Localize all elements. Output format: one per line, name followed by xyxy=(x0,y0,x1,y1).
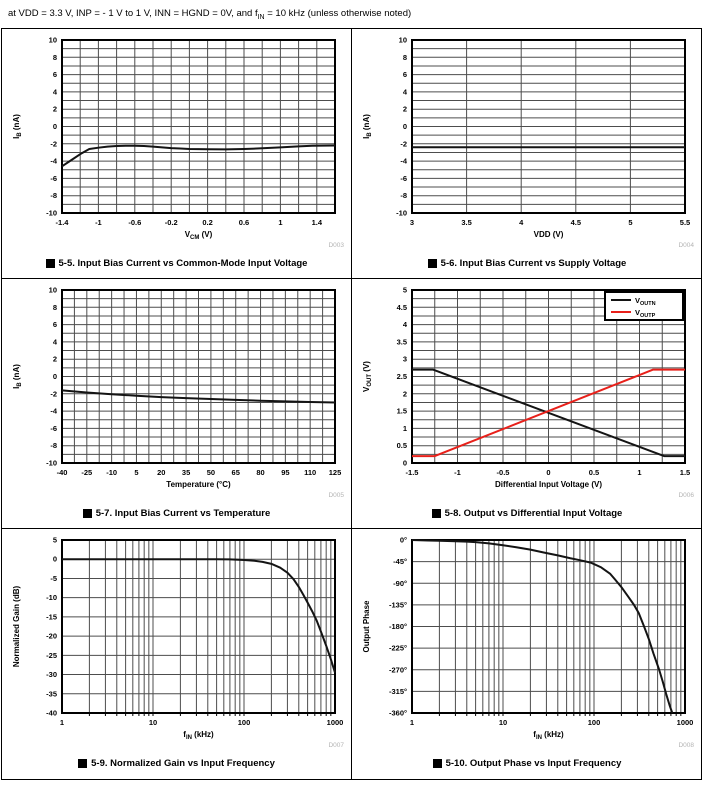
svg-text:IB (nA): $I_B$ (nA) xyxy=(11,363,23,389)
svg-text:-10: -10 xyxy=(45,458,57,468)
svg-text:VDD (V): VDD (V) xyxy=(533,229,564,239)
svg-text:20: 20 xyxy=(156,467,165,477)
svg-text:5: 5 xyxy=(402,285,407,295)
svg-text:10: 10 xyxy=(148,717,157,727)
svg-text:100: 100 xyxy=(237,717,250,727)
svg-text:-10: -10 xyxy=(45,593,57,603)
svg-text:-4: -4 xyxy=(49,406,57,416)
svg-text:0: 0 xyxy=(52,554,57,564)
svg-text:1: 1 xyxy=(59,717,64,727)
svg-text:10: 10 xyxy=(48,35,57,45)
chart-input-bias-vs-common-mode-voltage xyxy=(6,33,348,251)
svg-text:8: 8 xyxy=(52,52,57,62)
svg-text:-8: -8 xyxy=(49,441,57,451)
svg-text:5: 5 xyxy=(628,217,633,227)
svg-text:4: 4 xyxy=(52,337,57,347)
svg-text:-20: -20 xyxy=(45,631,57,641)
figure-caption-text: 5-10. Output Phase vs Input Frequency xyxy=(445,757,622,769)
svg-text:4.5: 4.5 xyxy=(396,302,407,312)
figure-caption-5-10 xyxy=(433,758,622,769)
figure-prefix-glyph xyxy=(78,759,87,768)
svg-text:-0.2: -0.2 xyxy=(164,217,178,227)
svg-text:100: 100 xyxy=(587,717,601,727)
svg-text:-4: -4 xyxy=(49,156,57,166)
svg-text:-360°: -360° xyxy=(388,708,407,718)
svg-text:-1: -1 xyxy=(94,217,102,227)
svg-text:fIN (kHz): $f_{IN}$ (kHz) xyxy=(182,729,214,741)
svg-text:-5: -5 xyxy=(49,573,57,583)
svg-text:-10: -10 xyxy=(396,208,407,218)
figure-caption-5-7 xyxy=(83,508,271,519)
svg-text:D003: D003 xyxy=(327,241,344,249)
svg-text:5: 5 xyxy=(133,467,139,477)
svg-text:6: 6 xyxy=(52,69,57,79)
svg-text:10: 10 xyxy=(48,285,57,295)
svg-text:4.5: 4.5 xyxy=(570,217,582,227)
svg-text:-8: -8 xyxy=(400,191,407,201)
svg-text:3.5: 3.5 xyxy=(396,337,407,347)
svg-text:8: 8 xyxy=(402,52,407,62)
svg-text:1: 1 xyxy=(637,467,642,477)
svg-text:-15: -15 xyxy=(45,612,57,622)
svg-text:D006: D006 xyxy=(678,491,694,499)
svg-text:2: 2 xyxy=(52,104,57,114)
svg-text:-2: -2 xyxy=(49,139,57,149)
svg-text:0°: 0° xyxy=(399,535,407,545)
svg-text:-40: -40 xyxy=(45,708,57,718)
svg-text:6: 6 xyxy=(52,319,57,329)
svg-text:-8: -8 xyxy=(49,191,57,201)
svg-text:IB (nA): $I_B$ (nA) xyxy=(362,113,373,139)
svg-text:0: 0 xyxy=(546,467,551,477)
svg-text:D007: D007 xyxy=(327,741,344,749)
svg-text:-10: -10 xyxy=(45,208,57,218)
svg-text:Differential Input Voltage (V): Differential Input Voltage (V) xyxy=(495,479,602,489)
svg-text:0.6: 0.6 xyxy=(238,217,249,227)
svg-text:-25: -25 xyxy=(45,650,57,660)
conditions-post: = 10 kHz (unless otherwise noted) xyxy=(264,8,412,19)
svg-text:1: 1 xyxy=(409,717,415,727)
chart-output-phase-vs-input-frequency xyxy=(356,533,698,751)
conditions-pre: at VDD = 3.3 V, INP = - 1 V to 1 V, INN = HGND = 0V, and f xyxy=(8,8,258,19)
svg-text:VOUTP: $V_{OUTP}$ xyxy=(635,307,656,319)
svg-text:Temperature (°C): Temperature (°C) xyxy=(165,479,231,489)
svg-text:1000: 1000 xyxy=(326,717,343,727)
svg-text:-6: -6 xyxy=(400,173,407,183)
svg-text:2.5: 2.5 xyxy=(396,371,407,381)
svg-text:6: 6 xyxy=(402,69,407,79)
svg-text:1.5: 1.5 xyxy=(679,467,691,477)
svg-text:-0.6: -0.6 xyxy=(127,217,141,227)
svg-text:-45°: -45° xyxy=(393,557,407,567)
svg-text:8: 8 xyxy=(52,302,57,312)
svg-text:fIN (kHz): $f_{IN}$ (kHz) xyxy=(533,729,564,741)
figure-cell-5-10 xyxy=(352,529,702,779)
svg-text:1.5: 1.5 xyxy=(396,406,407,416)
svg-text:95: 95 xyxy=(280,467,290,477)
svg-text:2: 2 xyxy=(402,104,407,114)
svg-text:1000: 1000 xyxy=(676,717,694,727)
svg-text:-25: -25 xyxy=(80,467,92,477)
svg-text:VCM (V): $V_{CM}$ (V) xyxy=(184,229,212,241)
svg-text:4: 4 xyxy=(402,87,407,97)
svg-text:IB (nA): $I_B$ (nA) xyxy=(11,113,23,139)
svg-text:-10: -10 xyxy=(105,467,117,477)
svg-text:Normalized Gain (dB): Normalized Gain (dB) xyxy=(11,585,21,668)
svg-text:4: 4 xyxy=(402,319,407,329)
svg-text:-2: -2 xyxy=(400,139,407,149)
svg-text:-4: -4 xyxy=(400,156,407,166)
figure-prefix-glyph xyxy=(83,509,92,518)
figure-prefix-glyph xyxy=(46,259,55,268)
figure-caption-5-9 xyxy=(78,758,275,769)
svg-text:110: 110 xyxy=(303,467,316,477)
figure-caption-5-6 xyxy=(428,258,627,269)
svg-text:-225°: -225° xyxy=(388,643,407,653)
figure-caption-text: 5-7. Input Bias Current vs Temperature xyxy=(95,507,271,519)
svg-text:3: 3 xyxy=(402,354,407,364)
svg-text:5.5: 5.5 xyxy=(679,217,691,227)
svg-text:65: 65 xyxy=(231,467,240,477)
svg-text:0: 0 xyxy=(402,121,407,131)
svg-text:1: 1 xyxy=(277,217,282,227)
svg-text:2: 2 xyxy=(402,389,407,399)
test-conditions-text xyxy=(0,0,703,28)
svg-text:D004: D004 xyxy=(678,241,694,249)
conditions-sub: IN xyxy=(257,13,265,21)
figure-grid xyxy=(1,28,702,780)
svg-text:5: 5 xyxy=(52,535,57,545)
svg-text:-35: -35 xyxy=(45,689,57,699)
svg-text:VOUT (V): $V_{OUT}$ (V) xyxy=(362,360,373,392)
svg-text:50: 50 xyxy=(206,467,215,477)
figure-prefix-glyph xyxy=(433,759,442,768)
svg-text:1: 1 xyxy=(402,423,407,433)
svg-text:125: 125 xyxy=(328,467,341,477)
svg-text:2: 2 xyxy=(52,354,57,364)
chart-normalized-gain-vs-input-frequency xyxy=(6,533,348,751)
figure-cell-5-9 xyxy=(2,529,352,779)
chart-input-bias-vs-temperature xyxy=(6,283,348,501)
svg-text:0.5: 0.5 xyxy=(588,467,600,477)
svg-text:80: 80 xyxy=(255,467,265,477)
svg-text:3.5: 3.5 xyxy=(461,217,472,227)
figure-cell-5-5 xyxy=(2,29,352,279)
figure-caption-text: 5-9. Normalized Gain vs Input Frequency xyxy=(91,757,275,769)
figure-caption-5-8 xyxy=(432,508,623,519)
svg-text:-180°: -180° xyxy=(388,621,407,631)
svg-text:-315°: -315° xyxy=(388,686,407,696)
figure-caption-text: 5-6. Input Bias Current vs Supply Voltage xyxy=(440,257,627,269)
svg-text:Output Phase: Output Phase xyxy=(362,600,371,653)
svg-text:0: 0 xyxy=(402,458,407,468)
svg-text:-135°: -135° xyxy=(388,600,407,610)
svg-text:-2: -2 xyxy=(49,389,57,399)
svg-text:4: 4 xyxy=(519,217,524,227)
svg-text:-270°: -270° xyxy=(388,665,407,675)
figure-caption-text: 5-5. Input Bias Current vs Common-Mode Input Voltage xyxy=(58,257,308,269)
chart-input-bias-vs-supply-voltage xyxy=(356,33,698,251)
svg-text:10: 10 xyxy=(498,717,508,727)
svg-text:-1.4: -1.4 xyxy=(55,217,68,227)
figure-prefix-glyph xyxy=(432,509,441,518)
svg-text:-90°: -90° xyxy=(393,578,407,588)
svg-text:0: 0 xyxy=(52,371,57,381)
svg-text:-40: -40 xyxy=(56,467,67,477)
figure-cell-5-6 xyxy=(352,29,702,279)
svg-text:VOUTN: $V_{OUTN}$ xyxy=(635,295,656,307)
svg-text:0: 0 xyxy=(52,121,57,131)
svg-text:4: 4 xyxy=(52,87,57,97)
figure-caption-5-5 xyxy=(46,258,308,269)
svg-text:35: 35 xyxy=(181,467,190,477)
chart-output-vs-differential-input-voltage xyxy=(356,283,698,501)
svg-text:1.4: 1.4 xyxy=(311,217,322,227)
svg-text:0.2: 0.2 xyxy=(201,217,213,227)
figure-caption-text: 5-8. Output vs Differential Input Voltage xyxy=(444,507,623,519)
svg-text:-1: -1 xyxy=(454,467,461,477)
svg-text:-6: -6 xyxy=(49,173,57,183)
svg-text:D005: D005 xyxy=(327,491,344,499)
svg-text:10: 10 xyxy=(398,35,407,45)
svg-text:-0.5: -0.5 xyxy=(496,467,510,477)
figure-prefix-glyph xyxy=(428,259,437,268)
svg-text:D008: D008 xyxy=(678,741,694,749)
svg-text:-30: -30 xyxy=(45,669,57,679)
figure-cell-5-7 xyxy=(2,279,352,529)
svg-text:-1.5: -1.5 xyxy=(405,467,419,477)
svg-text:-6: -6 xyxy=(49,423,57,433)
svg-text:0.5: 0.5 xyxy=(396,441,407,451)
svg-text:3: 3 xyxy=(409,217,415,227)
figure-cell-5-8 xyxy=(352,279,702,529)
